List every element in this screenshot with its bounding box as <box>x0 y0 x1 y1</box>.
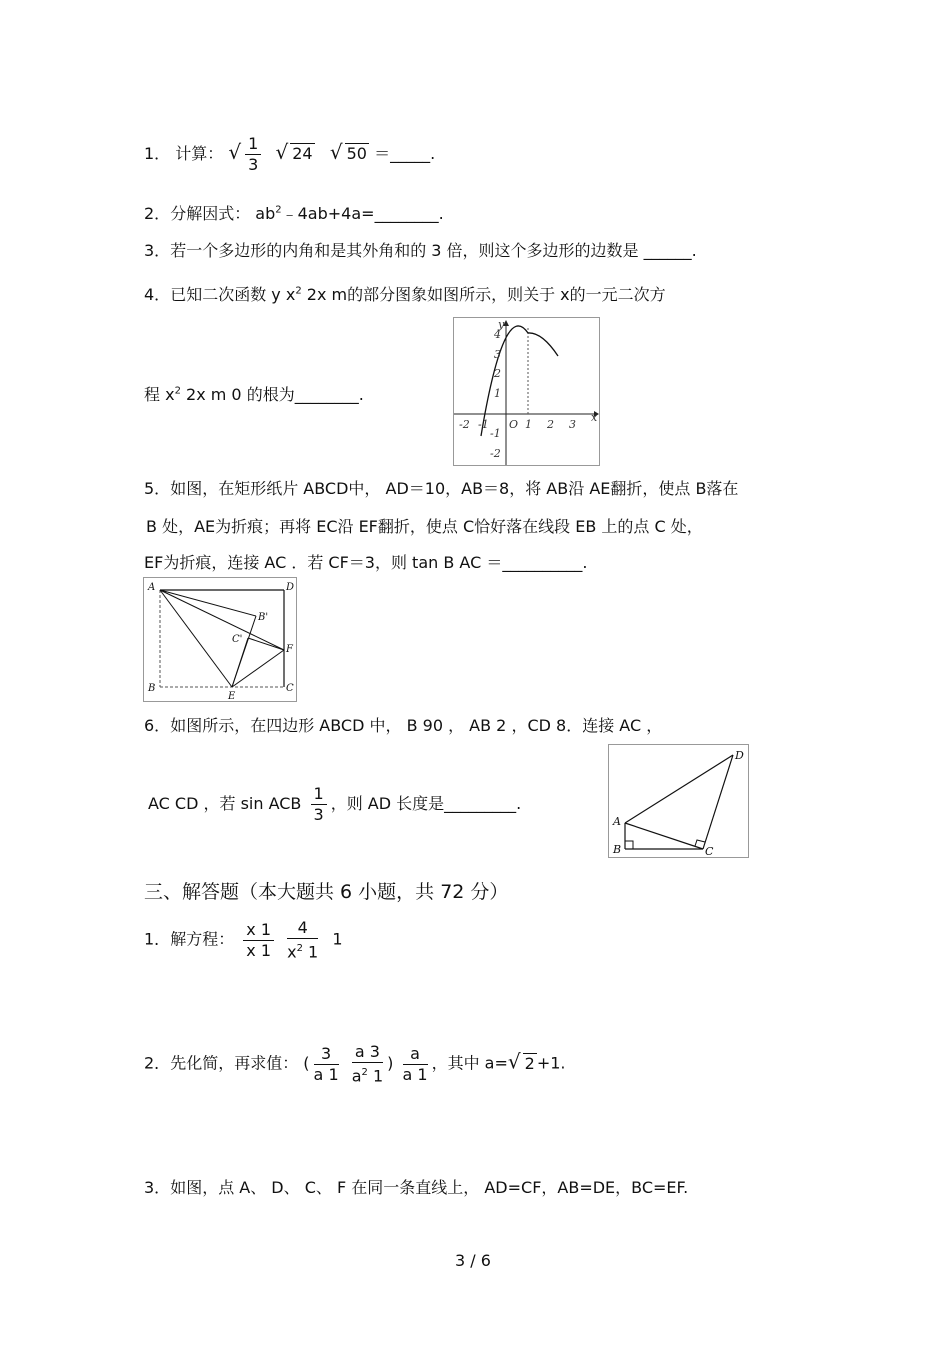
tick-label: 2 <box>547 418 554 431</box>
quadrilateral-diagram <box>609 745 748 857</box>
sqrt-sign: √ <box>329 140 343 164</box>
tick-label: -2 <box>490 447 501 460</box>
tick-label: -2 <box>459 418 470 431</box>
frac-denominator <box>287 939 318 962</box>
point-label: B' <box>258 612 269 623</box>
problem-number: 6． <box>144 716 171 735</box>
problem-number: 5． <box>144 479 171 498</box>
frac-denominator: a 1 <box>313 1064 339 1084</box>
fraction <box>287 918 318 962</box>
point-label: C' <box>232 634 243 645</box>
fill-problem-4-line1 <box>144 282 666 305</box>
fill-problem-3 <box>144 238 697 261</box>
den-text: 1 <box>367 1066 384 1086</box>
problem-text: 1 <box>332 929 343 949</box>
problem-label: 先化简，再求值： <box>170 1053 299 1073</box>
exponent: 2 <box>295 285 302 297</box>
problem-number: 3． <box>144 1178 171 1197</box>
tick-label: -1 <box>478 418 489 431</box>
frac-numerator: a 3 <box>352 1042 383 1063</box>
radicand: 50 <box>346 144 367 163</box>
point-label: A <box>148 582 156 593</box>
exponent: 2 <box>174 385 181 397</box>
radicand: 24 <box>292 144 313 163</box>
tick-label: 1 <box>525 418 532 431</box>
fraction <box>243 920 274 961</box>
sqrt-sign: √ <box>507 1049 521 1074</box>
problem-number: 1． <box>144 144 171 163</box>
point-label: B <box>613 843 622 856</box>
sqrt-sign: √ <box>228 140 242 164</box>
figure-quadrilateral <box>608 744 749 858</box>
problem-number: 2． <box>144 204 171 223</box>
frac-denominator: a 1 <box>402 1064 428 1084</box>
problem-text: 程 x <box>144 385 175 404</box>
point-label: C <box>705 845 714 857</box>
tick-label: -1 <box>490 427 501 440</box>
problem-number: 4． <box>144 285 171 304</box>
point-label: E <box>228 691 236 701</box>
problem-number: 3． <box>144 241 171 260</box>
axis-label: x <box>591 411 598 424</box>
problem-text: 2x m 0 的根为________. <box>180 385 364 404</box>
tick-label: 3 <box>569 418 576 431</box>
figure-rectangle-fold <box>143 577 297 702</box>
problem-text: 如图所示，在四边形 ABCD 中， B 90 ， AB 2 ，CD 8．连接 AC ， <box>170 716 663 735</box>
problem-text: 分解因式： ab <box>170 204 276 223</box>
radicand: 2 <box>524 1053 535 1073</box>
axis-label: y <box>498 318 505 331</box>
den-text: a <box>351 1066 362 1086</box>
point-label: C <box>286 683 294 694</box>
fill-problem-2 <box>144 201 444 224</box>
frac-denominator: x 1 <box>246 940 272 960</box>
problem-text: 如图，在矩形纸片 ABCD中， AD＝10，AB＝8，将 AB沿 AE翻折，使点 B落在 <box>170 479 739 498</box>
problem-text: ﹣4ab+4a=________. <box>281 204 444 223</box>
exponent: 2 <box>275 204 282 216</box>
den-text: 1 <box>302 942 319 962</box>
solve-problem-2 <box>144 1042 566 1086</box>
paren: ) <box>387 1053 394 1073</box>
fill-problem-5-line3 <box>144 550 587 573</box>
fill-problem-6-line2 <box>148 784 521 825</box>
parabola-graph <box>454 318 599 465</box>
fraction <box>245 134 261 175</box>
frac-denominator <box>352 1063 383 1086</box>
page-number: 3 / 6 <box>455 1251 491 1270</box>
tick-label: 1 <box>494 387 501 400</box>
point-label: F <box>286 644 293 655</box>
problem-text: ，则 AD 长度是_________. <box>330 794 522 813</box>
frac-numerator: 1 <box>311 784 327 805</box>
fill-problem-5-line1 <box>144 476 738 499</box>
rectangle-fold-diagram <box>144 578 296 701</box>
tick-label: 3 <box>494 348 501 361</box>
problem-label: 计算： <box>175 144 224 163</box>
exponent: 2 <box>296 943 303 954</box>
fill-problem-6-line1 <box>144 713 662 736</box>
problem-text: ，其中 a= <box>431 1053 508 1073</box>
paren: ( <box>303 1053 310 1073</box>
solve-problem-1 <box>144 918 343 962</box>
point-label: D <box>286 582 295 593</box>
tick-label: O <box>509 418 519 431</box>
sqrt-sign: √ <box>275 140 289 164</box>
section-heading: 三、解答题（本大题共 6 小题，共 72 分） <box>144 881 509 903</box>
problem-text: +1. <box>536 1053 566 1073</box>
frac-denominator: 3 <box>248 155 259 174</box>
solve-problem-3 <box>144 1175 688 1198</box>
exponent: 2 <box>361 1067 368 1078</box>
problem-text: EF为折痕，连接 AC ．若 CF＝3，则 tan B AC ＝__________. <box>144 553 588 572</box>
problem-text: 若一个多边形的内角和是其外角和的 3 倍，则这个多边形的边数是 ______. <box>170 241 697 260</box>
fill-problem-5-line2 <box>146 514 703 537</box>
problem-text: 已知二次函数 y x <box>170 285 296 304</box>
fill-problem-1 <box>144 134 435 175</box>
fraction <box>352 1042 383 1086</box>
frac-denominator: 3 <box>313 805 324 824</box>
problem-text: AC CD ，若 sin ACB <box>148 794 302 813</box>
tick-label: 4 <box>494 328 501 341</box>
figure-parabola <box>453 317 600 466</box>
point-label: D <box>735 749 744 762</box>
fraction <box>403 1044 428 1085</box>
frac-numerator: 4 <box>287 918 318 939</box>
den-text: x <box>287 942 297 962</box>
frac-numerator: a <box>403 1044 428 1065</box>
frac-numerator: 3 <box>314 1044 339 1065</box>
problem-number: 2． <box>144 1053 171 1073</box>
problem-text: B 处，AE为折痕；再将 EC沿 EF翻折，使点 C恰好落在线段 EB 上的点 C 处， <box>146 517 703 536</box>
problem-text: 如图，点 A、 D、 C、 F 在同一条直线上， AD=CF，AB=DE，BC=EF. <box>170 1178 689 1197</box>
point-label: B <box>148 683 156 694</box>
fraction <box>314 1044 339 1085</box>
fill-problem-4-line2 <box>144 382 364 405</box>
frac-numerator: x 1 <box>243 920 274 941</box>
problem-text: 2x m的部分图象如图所示，则关于 x的一元二次方 <box>301 285 666 304</box>
problem-label: 解方程： <box>170 929 235 949</box>
tick-label: 2 <box>494 367 501 380</box>
answer-blank: ＝_____. <box>374 144 436 163</box>
problem-number: 1． <box>144 929 171 949</box>
frac-numerator: 1 <box>245 134 261 155</box>
point-label: A <box>613 815 621 828</box>
fraction <box>311 784 327 825</box>
